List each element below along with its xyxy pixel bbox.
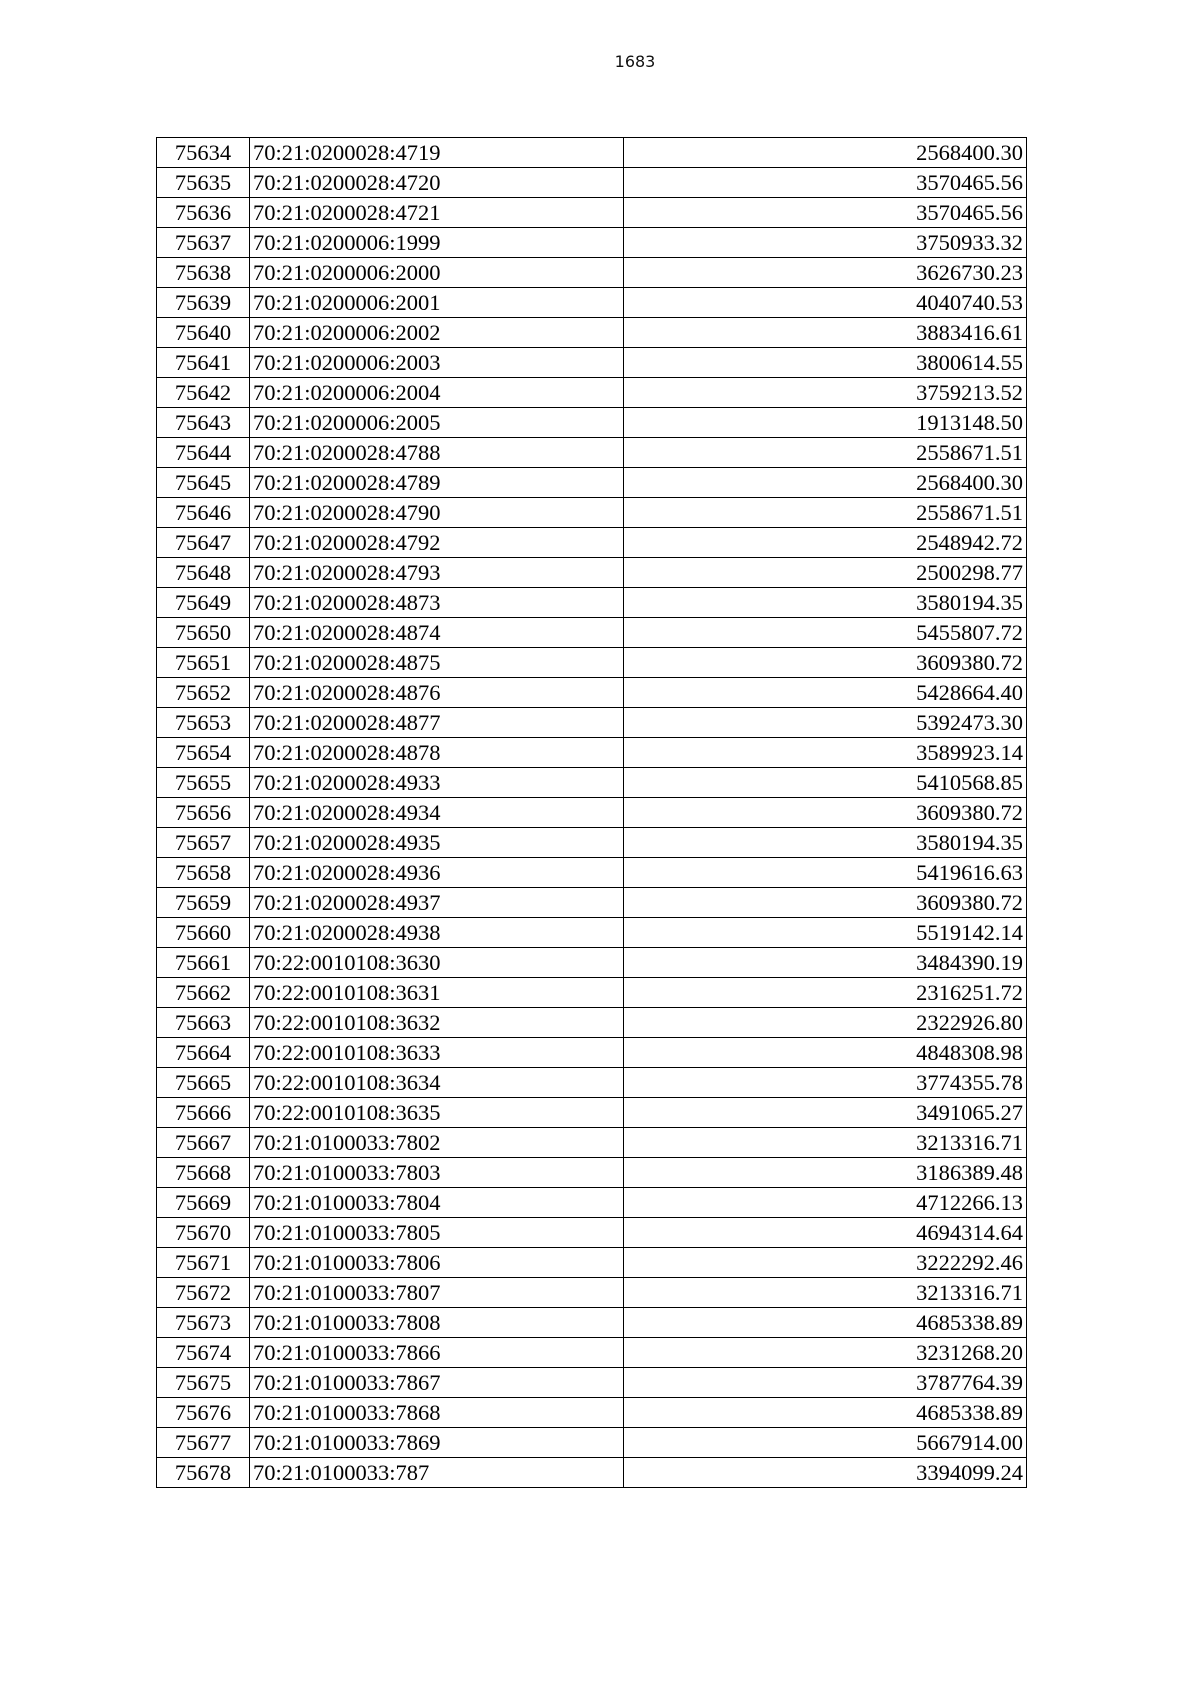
row-number-cell: 75665 [157,1068,250,1098]
cadastral-number-cell: 70:21:0200028:4938 [250,918,624,948]
row-number-cell: 75649 [157,588,250,618]
row-number-cell: 75671 [157,1248,250,1278]
row-number-cell: 75635 [157,168,250,198]
row-number-cell: 75652 [157,678,250,708]
cadastral-number-cell: 70:21:0200028:4720 [250,168,624,198]
page-number: 1683 [614,52,656,71]
cadastral-number-cell: 70:22:0010108:3633 [250,1038,624,1068]
cadastral-number-cell: 70:21:0200006:1999 [250,228,624,258]
row-number-cell: 75663 [157,1008,250,1038]
row-number-cell: 75656 [157,798,250,828]
table-row [157,258,1027,288]
table-row [157,708,1027,738]
table-row [157,1068,1027,1098]
cadastral-number-cell: 70:21:0200028:4873 [250,588,624,618]
table-row [157,1278,1027,1308]
row-number-cell: 75634 [157,138,250,168]
cadastral-number-cell: 70:21:0100033:7804 [250,1188,624,1218]
cadastral-value-cell: 3787764.39 [624,1368,1027,1398]
cadastral-value-cell: 4040740.53 [624,288,1027,318]
row-number-cell: 75655 [157,768,250,798]
cadastral-value-cell: 3626730.23 [624,258,1027,288]
row-number-cell: 75677 [157,1428,250,1458]
cadastral-value-cell: 3213316.71 [624,1278,1027,1308]
table-row [157,168,1027,198]
cadastral-number-cell: 70:21:0200028:4874 [250,618,624,648]
cadastral-value-cell: 3800614.55 [624,348,1027,378]
cadastral-number-cell: 70:21:0100033:7869 [250,1428,624,1458]
row-number-cell: 75639 [157,288,250,318]
cadastral-value-cell: 2548942.72 [624,528,1027,558]
table-row [157,228,1027,258]
cadastral-value-cell: 2322926.80 [624,1008,1027,1038]
cadastral-value-cell: 2558671.51 [624,498,1027,528]
row-number-cell: 75640 [157,318,250,348]
cadastral-number-cell: 70:21:0200028:4719 [250,138,624,168]
cadastral-value-cell: 3589923.14 [624,738,1027,768]
cadastral-number-cell: 70:21:0200028:4876 [250,678,624,708]
cadastral-number-cell: 70:21:0200006:2001 [250,288,624,318]
row-number-cell: 75654 [157,738,250,768]
table-row [157,1308,1027,1338]
table-row [157,1098,1027,1128]
cadastral-number-cell: 70:21:0100033:7802 [250,1128,624,1158]
cadastral-number-cell: 70:21:0200028:4877 [250,708,624,738]
table-row [157,1368,1027,1398]
cadastral-value-cell: 2316251.72 [624,978,1027,1008]
cadastral-number-cell: 70:21:0200006:2005 [250,408,624,438]
cadastral-number-cell: 70:21:0100033:7867 [250,1368,624,1398]
cadastral-number-cell: 70:21:0200006:2004 [250,378,624,408]
table-row [157,1428,1027,1458]
table-row [157,348,1027,378]
cadastral-number-cell: 70:22:0010108:3632 [250,1008,624,1038]
row-number-cell: 75673 [157,1308,250,1338]
cadastral-number-cell: 70:21:0200028:4934 [250,798,624,828]
cadastral-value-cell: 5455807.72 [624,618,1027,648]
cadastral-value-cell: 2500298.77 [624,558,1027,588]
cadastral-value-cell: 3580194.35 [624,828,1027,858]
cadastral-value-cell: 3609380.72 [624,648,1027,678]
table-row [157,1008,1027,1038]
cadastral-number-cell: 70:21:0100033:7807 [250,1278,624,1308]
row-number-cell: 75666 [157,1098,250,1128]
cadastral-number-cell: 70:21:0200028:4875 [250,648,624,678]
row-number-cell: 75664 [157,1038,250,1068]
table-row [157,948,1027,978]
row-number-cell: 75648 [157,558,250,588]
cadastral-value-cell: 5519142.14 [624,918,1027,948]
table-row [157,1038,1027,1068]
row-number-cell: 75642 [157,378,250,408]
cadastral-number-cell: 70:21:0200028:4793 [250,558,624,588]
cadastral-number-cell: 70:21:0200028:4933 [250,768,624,798]
cadastral-value-cell: 3231268.20 [624,1338,1027,1368]
row-number-cell: 75659 [157,888,250,918]
row-number-cell: 75651 [157,648,250,678]
cadastral-value-cell: 3883416.61 [624,318,1027,348]
table-row [157,198,1027,228]
table-row [157,1128,1027,1158]
table-row [157,288,1027,318]
cadastral-value-cell: 3491065.27 [624,1098,1027,1128]
cadastral-number-cell: 70:22:0010108:3634 [250,1068,624,1098]
table-row [157,828,1027,858]
cadastral-value-cell: 1913148.50 [624,408,1027,438]
table-row [157,468,1027,498]
table-row [157,858,1027,888]
table-row [157,1188,1027,1218]
table-row [157,618,1027,648]
cadastral-number-cell: 70:21:0200028:4936 [250,858,624,888]
table-row [157,918,1027,948]
row-number-cell: 75660 [157,918,250,948]
table-row [157,1218,1027,1248]
cadastral-value-cell: 3609380.72 [624,888,1027,918]
cadastral-number-cell: 70:21:0100033:7806 [250,1248,624,1278]
cadastral-value-cell: 4685338.89 [624,1308,1027,1338]
cadastral-value-cell: 3484390.19 [624,948,1027,978]
cadastral-number-cell: 70:21:0200028:4789 [250,468,624,498]
row-number-cell: 75678 [157,1458,250,1488]
cadastral-number-cell: 70:21:0200028:4878 [250,738,624,768]
table-row [157,378,1027,408]
table-row [157,978,1027,1008]
table-row [157,528,1027,558]
cadastral-number-cell: 70:21:0200028:4935 [250,828,624,858]
cadastral-value-cell: 3580194.35 [624,588,1027,618]
table-row [157,888,1027,918]
table-row [157,1458,1027,1488]
row-number-cell: 75636 [157,198,250,228]
cadastral-number-cell: 70:21:0200006:2000 [250,258,624,288]
table-row [157,1338,1027,1368]
row-number-cell: 75643 [157,408,250,438]
cadastral-value-cell: 4712266.13 [624,1188,1027,1218]
cadastral-number-cell: 70:21:0200028:4788 [250,438,624,468]
row-number-cell: 75641 [157,348,250,378]
cadastral-value-cell: 3394099.24 [624,1458,1027,1488]
row-number-cell: 75667 [157,1128,250,1158]
cadastral-value-cell: 2568400.30 [624,138,1027,168]
cadastral-value-cell: 3609380.72 [624,798,1027,828]
cadastral-number-cell: 70:22:0010108:3635 [250,1098,624,1128]
cadastral-value-cell: 2568400.30 [624,468,1027,498]
row-number-cell: 75646 [157,498,250,528]
row-number-cell: 75662 [157,978,250,1008]
row-number-cell: 75670 [157,1218,250,1248]
cadastral-number-cell: 70:21:0100033:7866 [250,1338,624,1368]
table-row [157,1158,1027,1188]
row-number-cell: 75672 [157,1278,250,1308]
cadastral-value-table [156,137,1027,1488]
table-row [157,438,1027,468]
row-number-cell: 75661 [157,948,250,978]
row-number-cell: 75644 [157,438,250,468]
row-number-cell: 75668 [157,1158,250,1188]
cadastral-number-cell: 70:21:0200006:2002 [250,318,624,348]
cadastral-value-cell: 3774355.78 [624,1068,1027,1098]
row-number-cell: 75669 [157,1188,250,1218]
cadastral-value-cell: 4694314.64 [624,1218,1027,1248]
table-row [157,588,1027,618]
cadastral-value-cell: 5410568.85 [624,768,1027,798]
cadastral-value-cell: 3186389.48 [624,1158,1027,1188]
table-row [157,798,1027,828]
cadastral-number-cell: 70:22:0010108:3630 [250,948,624,978]
table-row [157,558,1027,588]
cadastral-value-cell: 5392473.30 [624,708,1027,738]
row-number-cell: 75653 [157,708,250,738]
table-row [157,408,1027,438]
cadastral-number-cell: 70:21:0100033:7805 [250,1218,624,1248]
row-number-cell: 75658 [157,858,250,888]
table-row [157,1398,1027,1428]
cadastral-value-cell: 3759213.52 [624,378,1027,408]
row-number-cell: 75650 [157,618,250,648]
row-number-cell: 75676 [157,1398,250,1428]
table-row [157,738,1027,768]
table-row [157,768,1027,798]
table-row [157,648,1027,678]
row-number-cell: 75637 [157,228,250,258]
cadastral-number-cell: 70:21:0200028:4792 [250,528,624,558]
table-row [157,678,1027,708]
cadastral-number-cell: 70:21:0200006:2003 [250,348,624,378]
cadastral-number-cell: 70:21:0100033:7803 [250,1158,624,1188]
cadastral-value-cell: 3570465.56 [624,168,1027,198]
row-number-cell: 75647 [157,528,250,558]
cadastral-value-cell: 5428664.40 [624,678,1027,708]
cadastral-number-cell: 70:21:0200028:4790 [250,498,624,528]
table-row [157,318,1027,348]
row-number-cell: 75657 [157,828,250,858]
table-row [157,1248,1027,1278]
cadastral-value-cell: 4685338.89 [624,1398,1027,1428]
cadastral-number-cell: 70:21:0200028:4721 [250,198,624,228]
row-number-cell: 75674 [157,1338,250,1368]
table-row [157,138,1027,168]
cadastral-value-cell: 4848308.98 [624,1038,1027,1068]
cadastral-value-cell: 3213316.71 [624,1128,1027,1158]
table-row [157,498,1027,528]
cadastral-value-cell: 5419616.63 [624,858,1027,888]
cadastral-value-cell: 3570465.56 [624,198,1027,228]
cadastral-number-cell: 70:21:0200028:4937 [250,888,624,918]
cadastral-number-cell: 70:21:0100033:787 [250,1458,624,1488]
cadastral-value-cell: 3750933.32 [624,228,1027,258]
cadastral-number-cell: 70:21:0100033:7808 [250,1308,624,1338]
cadastral-number-cell: 70:21:0100033:7868 [250,1398,624,1428]
row-number-cell: 75675 [157,1368,250,1398]
table-body [157,138,1027,1488]
row-number-cell: 75645 [157,468,250,498]
cadastral-value-cell: 2558671.51 [624,438,1027,468]
cadastral-value-cell: 3222292.46 [624,1248,1027,1278]
row-number-cell: 75638 [157,258,250,288]
cadastral-number-cell: 70:22:0010108:3631 [250,978,624,1008]
cadastral-value-cell: 5667914.00 [624,1428,1027,1458]
